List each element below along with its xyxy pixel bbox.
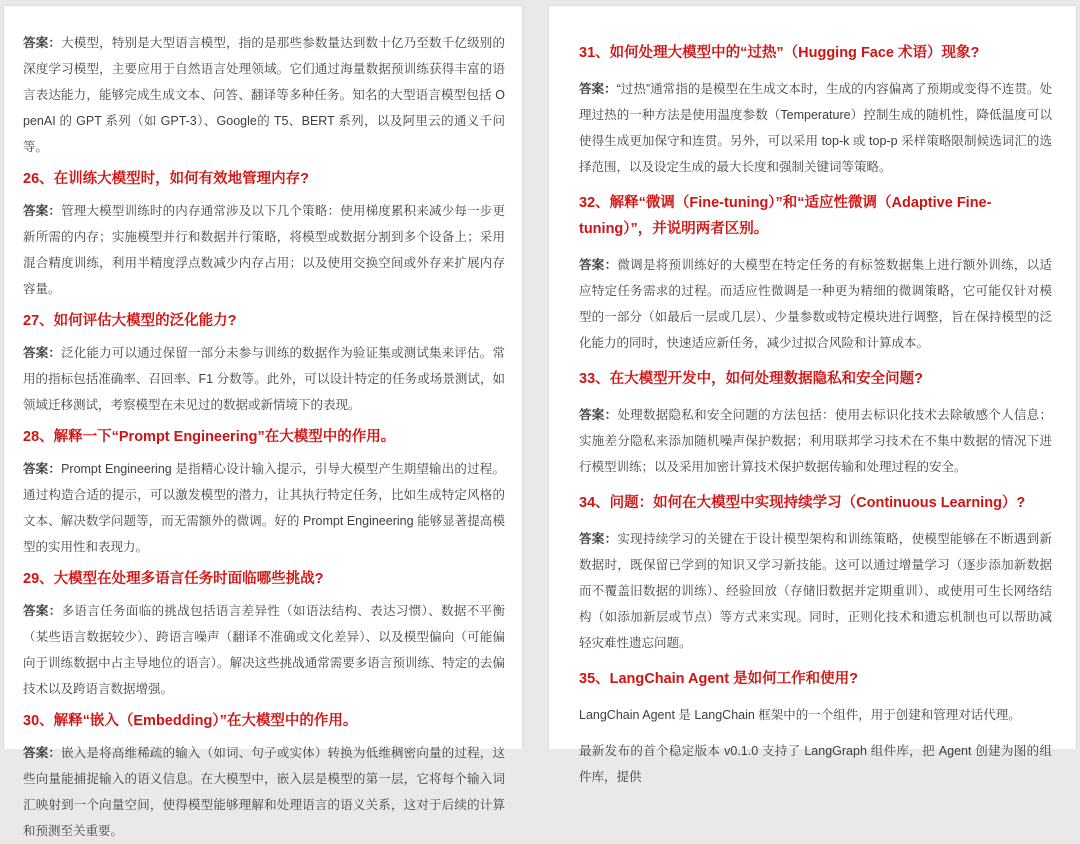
- answer-paragraph: [579, 76, 1052, 180]
- question-heading: 28、解释一下“Prompt Engineering”在大模型中的作用。: [23, 429, 396, 445]
- answer-paragraph: [23, 456, 505, 560]
- answer-prefix-label: 答案：: [23, 604, 62, 618]
- answer-text: 多语言任务面临的挑战包括语言差异性（如语法结构、表达习惯）、数据不平衡（某些语言数据较少）、跨语言噪声（翻译不准确或文化差异）、以及模型偏向（可能偏向于训练数据中占主导地位的语言）。解决这些挑战通常需要多语言预训练、特定的去偏技术以及跨语言数据增强。: [23, 604, 505, 696]
- answer-text: “过热”通常指的是模型在生成文本时，生成的内容偏离了预期或变得不连贯。处理过热的一种方法是使用温度参数（Temperature）控制生成的随机性，降低温度可以使得生成更加保守和连贯。另外，可以采用 top-k 或 top-p 采样策略限制候选词汇的选择范围，以及设定生成的最大长度和强制关键词等策略。: [579, 82, 1052, 174]
- answer-paragraph: [579, 526, 1052, 656]
- question-heading: 33、在大模型开发中，如何处理数据隐私和安全问题?: [579, 371, 923, 387]
- answer-prefix-label: 答案：: [579, 82, 617, 96]
- body-paragraph: 最新发布的首个稳定版本 v0.1.0 支持了 LangGraph 组件库，把 Agent 创建为图的组件库，提供: [579, 744, 1052, 784]
- question-heading: 26、在训练大模型时，如何有效地管理内存?: [23, 171, 309, 187]
- answer-text: Prompt Engineering 是指精心设计输入提示，引导大模型产生期望输出的过程。通过构造合适的提示，可以激发模型的潜力，让其执行特定任务，比如生成特定风格的文本、解决数学问题等，而无需额外的微调。好的 Prompt Engineering 能够显著提高模型的实用性和表现力。: [23, 462, 505, 554]
- answer-prefix-label: 答案：: [23, 746, 62, 760]
- answer-text: 泛化能力可以通过保留一部分未参与训练的数据作为验证集或测试集来评估。常用的指标包括准确率、召回率、F1 分数等。此外，可以设计特定的任务或场景测试，如领域迁移测试，考察模型在未见过的数据或新情境下的表现。: [23, 346, 505, 412]
- answer-text: 微调是将预训练好的大模型在特定任务的有标签数据集上进行额外训练，以适应特定任务需求的过程。而适应性微调是一种更为精细的微调策略，它可能仅针对模型的一部分（如最后一层或几层）、少量参数或特定模块进行调整，旨在保持模型的泛化能力的同时，快速适应新任务，减少过拟合风险和计算成本。: [579, 258, 1052, 350]
- answer-paragraph: [23, 740, 505, 844]
- answer-text: 实现持续学习的关键在于设计模型架构和训练策略，使模型能够在不断遇到新数据时，既保留已学到的知识又学习新技能。这可以通过增量学习（逐步添加新数据而不覆盖旧数据的训练）、经验回放（存储旧数据并定期重训）、或使用可生长网络结构（如添加新层或节点）等方式来实现。同时，正则化技术和遗忘机制也可以帮助减轻灾难性遗忘问题。: [579, 532, 1052, 650]
- body-paragraph: LangChain Agent 是 LangChain 框架中的一个组件，用于创建和管理对话代理。: [579, 708, 1021, 722]
- answer-text: 大模型，特别是大型语言模型，指的是那些参数量达到数十亿乃至数千亿级别的深度学习模型，主要应用于自然语言处理领域。它们通过海量数据预训练获得丰富的语言表达能力，能够完成生成文本、问答、翻译等多种任务。知名的大型语言模型包括 OpenAI 的 GPT 系列（如 GPT-3）、Google的 T5、BERT 系列，以及阿里云的通义千问等。: [23, 36, 505, 154]
- answer-prefix-label: 答案：: [579, 408, 618, 422]
- question-heading: 31、如何处理大模型中的“过热”（Hugging Face 术语）现象?: [579, 45, 980, 61]
- question-heading: 30、解释“嵌入（Embedding）”在大模型中的作用。: [23, 713, 358, 729]
- question-heading: 35、LangChain Agent 是如何工作和使用?: [579, 671, 858, 687]
- answer-paragraph: [23, 340, 505, 418]
- answer-paragraph: [579, 252, 1052, 356]
- answer-text: 管理大模型训练时的内存通常涉及以下几个策略：使用梯度累积来减少每一步更新所需的内存；实施模型并行和数据并行策略，将模型或数据分割到多个设备上；采用混合精度训练，利用半精度浮点数减少内存占用；以及使用交换空间或外存来扩展内存容量。: [23, 204, 505, 296]
- answer-paragraph: [23, 30, 505, 160]
- document-page-right: [548, 5, 1077, 784]
- document-page-left: [3, 5, 523, 838]
- question-heading: 29、大模型在处理多语言任务时面临哪些挑战?: [23, 571, 324, 587]
- answer-paragraph: [579, 402, 1052, 480]
- answer-paragraph: [23, 598, 505, 702]
- answer-prefix-label: 答案：: [23, 346, 62, 360]
- answer-prefix-label: 答案：: [579, 532, 618, 546]
- answer-text: 嵌入是将高维稀疏的输入（如词、句子或实体）转换为低维稠密向量的过程，这些向量能捕捉输入的语义信息。在大模型中，嵌入层是模型的第一层，它将每个输入词汇映射到一个向量空间，使得模型能够理解和处理语言的语义关系，这对于后续的计算和预测至关重要。: [23, 746, 505, 838]
- answer-text: 处理数据隐私和安全问题的方法包括：使用去标识化技术去除敏感个人信息；实施差分隐私来添加随机噪声保护数据；利用联邦学习技术在不集中数据的情况下进行模型训练；以及采用加密计算技术保护数据传输和处理过程的安全。: [579, 408, 1052, 474]
- question-heading: 27、如何评估大模型的泛化能力?: [23, 313, 237, 329]
- answer-prefix-label: 答案：: [579, 258, 618, 272]
- answer-prefix-label: 答案：: [23, 36, 62, 50]
- question-heading: 32、解释“微调（Fine-tuning）”和“适应性微调（Adaptive Fine-tuning）”，并说明两者区别。: [579, 195, 992, 237]
- answer-prefix-label: 答案：: [23, 204, 62, 218]
- question-heading: 34、问题：如何在大模型中实现持续学习（Continuous Learning）?: [579, 495, 1026, 511]
- answer-paragraph: [23, 198, 505, 302]
- answer-prefix-label: 答案：: [23, 462, 62, 476]
